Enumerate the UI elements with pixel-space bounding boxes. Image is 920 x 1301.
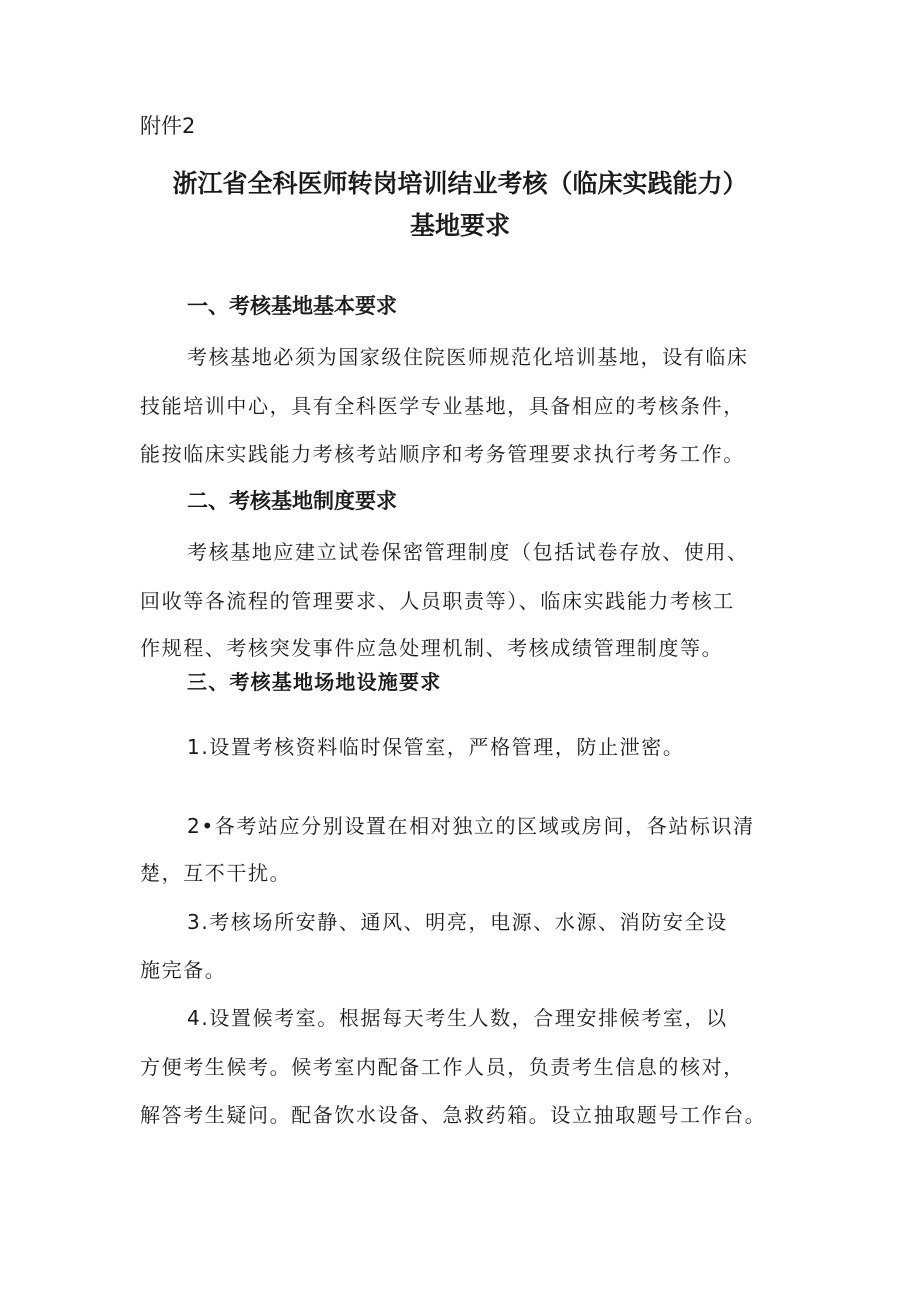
section3-item4-line: 解答考生疑问。配备饮水设备、急救药箱。设立抽取题号工作台。 [140, 1103, 767, 1127]
document-title-line1: 浙江省全科医师转岗培训结业考核（临床实践能力） [172, 169, 748, 198]
section3-item3-line: 3.考核场所安静、通风、明亮，电源、水源、消防安全设 [187, 910, 728, 934]
section2-line: 考核基地应建立试卷保密管理制度（包括试卷存放、使用、 [187, 540, 749, 564]
section3-item2-line: 楚，互不干扰。 [140, 861, 292, 885]
section3-item4-line: 4.设置候考室。根据每天考生人数，合理安排候考室，以 [187, 1006, 728, 1030]
document-title-line2: 基地要求 [409, 211, 510, 240]
attachment-label: 附件2 [140, 114, 196, 138]
section2-heading: 二、考核基地制度要求 [187, 489, 397, 513]
section2-line: 回收等各流程的管理要求、人员职责等）、临床实践能力考核工 [140, 589, 735, 613]
section2-line: 作规程、考核突发事件应急处理机制、考核成绩管理制度等。 [140, 636, 724, 660]
section3-item3-line: 施完备。 [140, 958, 227, 982]
section3-item1-line: 1.设置考核资料临时保管室，严格管理，防止泄密。 [187, 735, 685, 759]
section1-line: 考核基地必须为国家级住院医师规范化培训基地，设有临床 [187, 345, 749, 369]
section1-heading: 一、考核基地基本要求 [187, 294, 397, 318]
section3-item4-line: 方便考生候考。候考室内配备工作人员，负责考生信息的核对， [140, 1055, 745, 1079]
section1-line: 能按临床实践能力考核考站顺序和考务管理要求执行考务工作。 [140, 442, 745, 466]
section1-line: 技能培训中心，具有全科医学专业基地，具备相应的考核条件， [140, 394, 745, 418]
section3-item2-line: 2•各考站应分别设置在相对独立的区域或房间，各站标识清 [187, 814, 755, 838]
section3-heading: 三、考核基地场地设施要求 [187, 670, 442, 694]
